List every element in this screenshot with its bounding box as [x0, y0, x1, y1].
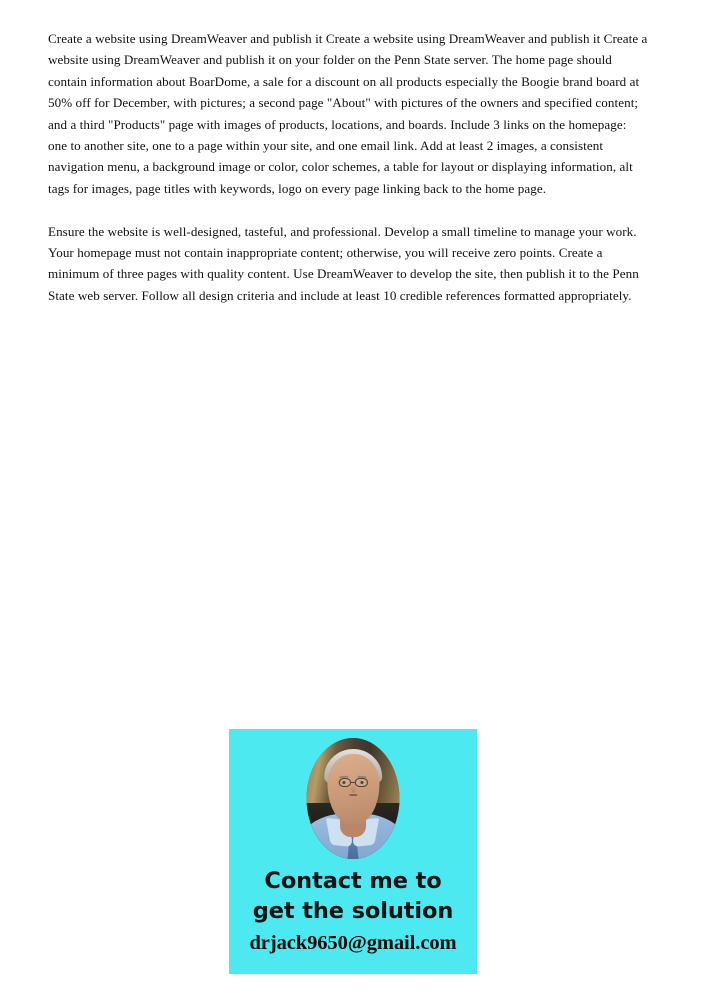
portrait-photo [307, 738, 400, 859]
portrait-nose [351, 785, 355, 793]
portrait-lens-left [338, 778, 350, 787]
contact-heading-line-2: get the solution [252, 898, 454, 924]
contact-card [229, 729, 477, 974]
portrait-photo-wrap [307, 738, 400, 859]
portrait-glasses-bridge [351, 782, 356, 783]
contact-heading-line-1: Contact me to [264, 868, 442, 894]
paragraph-assignment-requirements: Ensure the website is well-designed, tasteful, and professional. Develop a small timeline to manage your work. Your homepage must not contain inappropriate content; otherwise, you will receive zero points. Create a minimum of three pages with quality content. Use DreamWeaver to develop the site, then publish it to the Penn State web server. Follow all design criteria and include at least 10 credible references formatted appropriately. [48, 223, 639, 303]
portrait-lens-right [355, 778, 367, 787]
contact-email-address[interactable]: drjack9650@gmail.com [249, 932, 457, 954]
contact-card-heading [229, 866, 477, 926]
paragraph-assignment-brief: Create a website using DreamWeaver and publish it Create a website using DreamWeaver and publish it Create a website using DreamWeaver and publish it on your folder on the Penn State server. The home page should contain information about BoarDome, a sale for a discount on all products especially the Boogie brand board at 50% off for December, with pictures; a second page "About" with pictures of the owners and specified content; and a third "Products" page with images of products, locations, and boards. Include 3 links on the homepage: one to another site, one to a page within your site, and one email link. Add at least 2 images, a consistent navigation menu, a background image or color, color schemes, a table for layout or displaying information, alt tags for images, page titles with keywords, logo on every page linking back to the home page. [48, 31, 648, 196]
document-body [48, 28, 648, 306]
portrait-face [327, 754, 379, 824]
portrait-mouth [349, 794, 357, 796]
